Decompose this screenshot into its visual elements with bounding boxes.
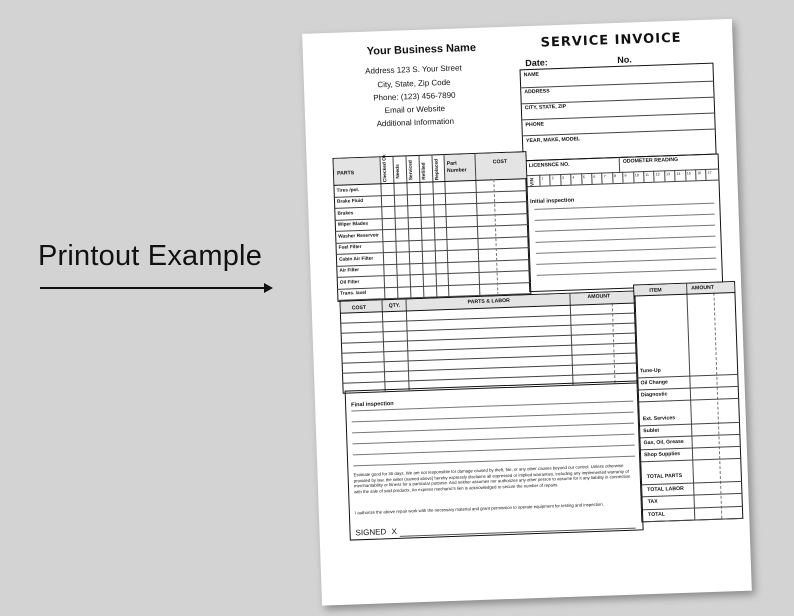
vin-cell-number: 14	[676, 171, 681, 176]
customer-info-box	[520, 63, 717, 162]
replaced-header: Replaced	[434, 158, 441, 181]
business-web: Email or Website	[384, 103, 446, 116]
checked-header: Checked Ok	[382, 154, 389, 183]
business-phone: Phone: (123) 456-7890	[373, 90, 456, 103]
odometer-label[interactable]: ODOMETER READING	[622, 156, 679, 165]
parts-row-label: Trans. /axel	[340, 290, 367, 297]
field-city-state-zip[interactable]: CITY, STATE, ZIP	[524, 103, 567, 112]
business-city: City, State, Zip Code	[377, 77, 451, 90]
labor-amount-header: AMOUNT	[587, 293, 611, 301]
vin-cell-number: 12	[655, 172, 660, 177]
total-label: TOTAL	[648, 511, 666, 518]
parts-row-label: Washer Reservoir	[338, 232, 379, 240]
vin-cell-number: 7	[603, 174, 606, 179]
vin-cell-number: 16	[697, 171, 702, 176]
vin-cell-number: 10	[634, 173, 639, 178]
invoice-number-label: No.	[617, 54, 632, 65]
summary-item-label: Shop Supplies	[643, 450, 681, 459]
parts-row-label: Air Filter	[339, 268, 360, 274]
parts-row-label: Fuel Filter	[338, 244, 362, 251]
parts-row-label: Oil Filter	[339, 279, 360, 286]
refilled-header: Refilled	[421, 162, 428, 180]
vin-cell-number: 5	[582, 175, 585, 180]
part-number-header: Number	[446, 167, 467, 174]
summary-item-label: Gas, Oil, Grease	[643, 438, 684, 447]
summary-item-label: Ext. Services	[642, 415, 676, 423]
summary-amount-header: AMOUNT	[691, 284, 715, 292]
summary-item-label: Sublet	[643, 427, 660, 435]
item-header: ITEM	[649, 287, 662, 294]
authorize-text: I authorize the above repair work with the necessary material and grant permission to operate equipment for testing and inspection.	[354, 501, 604, 516]
vin-cell-number: 17	[707, 170, 712, 175]
cost-header: COST	[492, 158, 508, 166]
vin-cell-number: 6	[593, 174, 596, 179]
initial-inspection-label[interactable]: Initial inspection	[530, 197, 575, 206]
vin-cell-number: 9	[624, 173, 627, 178]
total-label: TOTAL PARTS	[646, 472, 683, 481]
parts-row-label: Tires /pol.	[336, 187, 360, 194]
parts-row-label: Wiper Blades	[337, 221, 369, 228]
labor-qty-header: QTY.	[388, 302, 401, 310]
vin-cell-number: 13	[665, 172, 671, 177]
field-name[interactable]: NAME	[523, 71, 540, 79]
parts-row-label: Cabin Air Filter	[338, 256, 374, 263]
signed-label: SIGNED	[355, 527, 387, 538]
final-inspection-label[interactable]: Final inspection	[351, 400, 394, 409]
total-label: TOTAL LABOR	[647, 485, 684, 493]
disclaimer-text: Estimate good for 30 days. We are not responsible for damage caused by theft, fire, or any other causes beyond our control. Unless otherwise provided by law, the seller (named above) hereby expressly disclaims all expressed or implied warranties, including any implemented warranty of merchantability or fitness for a particular purpose. And neither assumes nor authorizes any other person to assume for it any liability in connection with the sale of said products. An express mechanic's lien is acknowledged to secure the number of repairs.	[353, 462, 631, 494]
part-number-header-1: Part	[446, 160, 457, 167]
license-label[interactable]: LICENSNCE NO.	[528, 161, 570, 170]
parts-header: PARTS	[336, 170, 355, 177]
vin-cell-number: 1	[541, 176, 544, 181]
vin-cell-number: 4	[572, 175, 575, 180]
vin-cell-number: 11	[645, 172, 650, 178]
date-label: Date:	[525, 57, 548, 69]
needs-header: Needs	[395, 164, 402, 179]
caption-printout-example: Printout Example	[38, 240, 263, 272]
business-info: Additional Information	[376, 116, 455, 129]
summary-item-label: Diagnostic	[640, 391, 668, 399]
labor-cost-header: COST	[351, 304, 367, 312]
vin-cell-number: 3	[562, 175, 565, 180]
summary-item-label: Oil Change	[640, 379, 669, 387]
field-address[interactable]: ADDRESS	[524, 88, 550, 96]
field-year-make-model[interactable]: YEAR, MAKE, MODEL	[525, 136, 581, 145]
summary-item-label: Tune-Up	[640, 367, 661, 375]
vin-cell-number: 2	[551, 176, 554, 181]
business-name: Your Business Name	[366, 41, 477, 58]
parts-labor-header: PARTS & LABOR	[467, 297, 510, 306]
parts-row-label: Brakes	[337, 210, 354, 217]
vin-label: VIN	[530, 177, 536, 187]
parts-row-label: Brake Fluid	[336, 198, 364, 205]
total-label: TAX	[647, 498, 658, 506]
serviced-header: Serviced	[408, 160, 415, 181]
invoice-page	[302, 19, 752, 606]
vin-cell-number: 8	[614, 174, 617, 179]
business-address: Address 123 S. Your Street	[365, 63, 462, 76]
field-phone[interactable]: PHONE	[525, 121, 545, 129]
signed-x: X	[391, 526, 398, 537]
vin-cell-number: 15	[686, 171, 691, 176]
invoice-title: SERVICE INVOICE	[540, 30, 682, 51]
